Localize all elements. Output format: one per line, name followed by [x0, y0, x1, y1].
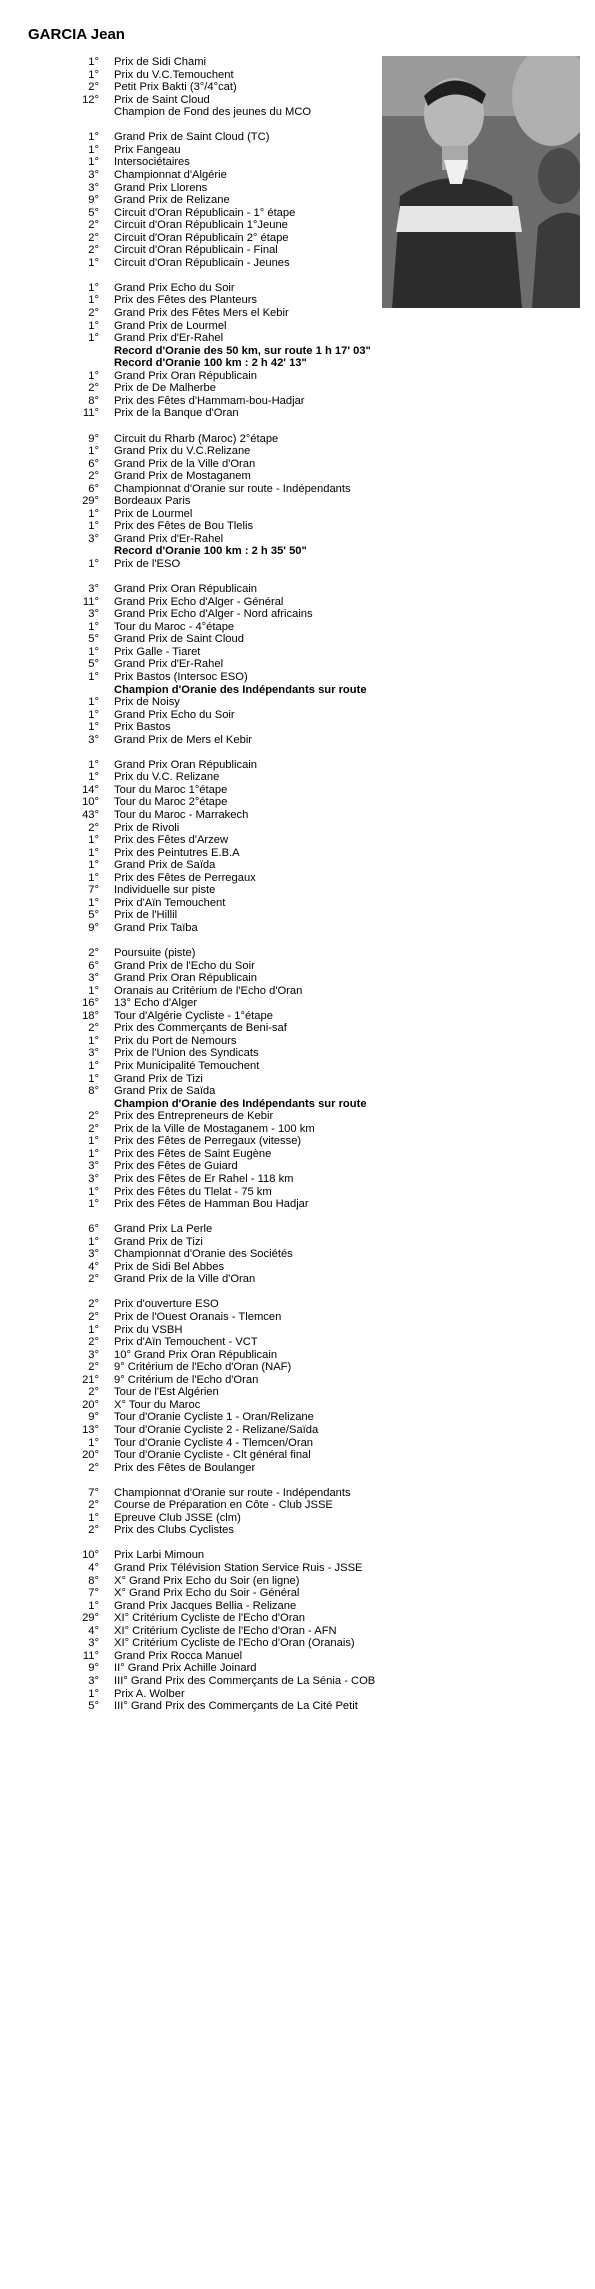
result-event: Championnat d'Algérie [114, 168, 227, 181]
result-place: 1° [88, 319, 99, 332]
page-title: GARCIA Jean [28, 26, 125, 43]
result-place: 18° [82, 1009, 99, 1022]
result-event: Prix du VSBH [114, 1323, 183, 1336]
result-place: 1° [88, 1060, 99, 1072]
result-place: 3° [88, 1348, 99, 1361]
result-event: II° Grand Prix Achille Joinard [114, 1662, 257, 1675]
result-event: Circuit d'Oran Républicain - 1° étape [114, 206, 296, 219]
result-place: 1° [88, 56, 99, 68]
result-place: 1° [88, 721, 99, 734]
result-event: Champion d'Oranie des Indépendants sur route [114, 1097, 367, 1110]
result-event: Prix des Fêtes de Saint Eugène [114, 1147, 272, 1160]
result-event: Grand Prix de Lourmel [114, 319, 227, 332]
result-place: 3° [88, 1160, 99, 1173]
result-event: Prix des Fêtes des Planteurs [114, 294, 258, 307]
result-event: Prix de Sidi Chami [114, 56, 207, 68]
result-place: 1° [88, 846, 99, 859]
result-event: Prix d'Aïn Temouchent [114, 896, 226, 909]
result-event: Prix des Fêtes de Hamman Bou Hadjar [114, 1198, 309, 1211]
result-place: 1° [88, 1235, 99, 1248]
result-place: 14° [82, 783, 99, 796]
result-event: Grand Prix Llorens [114, 181, 208, 194]
result-event: Grand Prix de Tizi [114, 1072, 203, 1085]
result-place: 1° [88, 984, 99, 997]
result-event: Grand Prix Oran Républicain [114, 583, 258, 596]
result-place: 2° [88, 1499, 99, 1512]
result-place: 1° [88, 281, 99, 294]
result-event: Prix de Sidi Bel Abbes [114, 1260, 225, 1273]
result-event: Prix d'Aïn Temouchent - VCT [114, 1336, 258, 1349]
result-event: Record d'Oranie 100 km : 2 h 42' 13" [114, 357, 307, 370]
result-place: 29° [82, 1612, 99, 1625]
result-place: 1° [88, 1198, 99, 1211]
result-place: 11° [82, 407, 99, 420]
result-event: Epreuve Club JSSE (clm) [114, 1511, 241, 1524]
result-place: 1° [88, 520, 99, 533]
rider-photo-image [382, 56, 580, 308]
result-place: 20° [82, 1449, 99, 1462]
result-place: 1° [88, 670, 99, 683]
result-event: Grand Prix des Fêtes Mers el Kebir [114, 307, 289, 319]
result-event: Bordeaux Paris [114, 495, 191, 508]
result-place: 5° [88, 633, 99, 646]
result-place: 1° [88, 1687, 99, 1700]
result-event: Grand Prix de Saïda [114, 859, 216, 872]
result-place: 8° [88, 1574, 99, 1587]
result-event: Championnat d'Oranie sur route - Indépendants [114, 1486, 351, 1499]
result-event: Grand Prix Télévision Station Service Ruis - JSSE [114, 1562, 363, 1574]
result-event: Prix des Fêtes d'Arzew [114, 834, 229, 847]
result-place: 5° [88, 1700, 99, 1713]
result-event: Petit Prix Bakti (3°/4°cat) [114, 81, 237, 94]
result-place: 2° [88, 821, 99, 834]
result-place: 3° [88, 1047, 99, 1060]
result-place: 2° [88, 1122, 99, 1135]
result-event: Grand Prix de Saint Cloud [114, 633, 244, 646]
result-place: 1° [88, 1599, 99, 1612]
result-place: 6° [88, 959, 99, 972]
result-event: Grand Prix Echo du Soir [114, 708, 235, 721]
result-place: 1° [88, 131, 99, 144]
result-event: Prix des Fêtes de Guiard [114, 1160, 238, 1173]
result-place: 10° [82, 1549, 99, 1562]
result-event: Grand Prix de la Ville d'Oran [114, 457, 256, 470]
result-place: 3° [88, 1674, 99, 1687]
result-place: 2° [88, 1110, 99, 1123]
rider-photo [382, 56, 580, 308]
result-place: 1° [88, 294, 99, 307]
result-event: Prix Bastos (Intersoc ESO) [114, 670, 248, 683]
result-event: Record d'Oranie 100 km : 2 h 35' 50" [114, 545, 307, 558]
result-event: Grand Prix de Mostaganem [114, 470, 251, 483]
result-event: Prix des Fêtes du Tlelat - 75 km [114, 1185, 272, 1198]
result-event: Championnat d'Oranie sur route - Indépendants [114, 482, 351, 495]
result-place: 3° [88, 608, 99, 621]
result-place: 3° [88, 168, 99, 181]
result-place: 1° [88, 1323, 99, 1336]
result-event: Tour d'Oranie Cycliste 4 - Tlemcen/Oran [114, 1436, 314, 1449]
result-place: 2° [88, 1386, 99, 1399]
result-event: Prix A. Wolber [114, 1687, 185, 1700]
result-place: 2° [88, 1461, 99, 1474]
result-event: Prix des Fêtes de Perregaux [114, 871, 256, 884]
result-place: 5° [88, 909, 99, 922]
result-event: Circuit d'Oran Républicain 2° étape [114, 231, 289, 244]
result-event: Prix des Fêtes d'Hammam-bou-Hadjar [114, 394, 305, 407]
result-place: 1° [88, 1135, 99, 1148]
result-place: 2° [88, 1022, 99, 1035]
result-event: Championnat d'Oranie des Sociétés [114, 1248, 293, 1261]
result-event: Circuit d'Oran Républicain - Jeunes [114, 256, 290, 269]
result-place: 2° [88, 470, 99, 483]
result-event: Tour du Maroc 2°étape [114, 796, 228, 809]
result-place: 1° [88, 859, 99, 872]
result-place: 1° [88, 256, 99, 269]
result-event: Grand Prix Echo d'Alger - Général [114, 595, 284, 608]
result-place: 2° [88, 1298, 99, 1311]
result-place: 43° [82, 809, 99, 821]
result-event: Grand Prix Oran Républicain [114, 369, 258, 382]
result-event: Prix de l'Union des Syndicats [114, 1047, 259, 1060]
result-event: Prix Galle - Tiaret [114, 645, 201, 658]
result-event: XI° Critérium Cycliste de l'Echo d'Oran [114, 1612, 305, 1625]
result-place: 1° [88, 1034, 99, 1047]
result-event: Prix Municipalité Temouchent [114, 1060, 260, 1072]
result-place: 7° [88, 884, 99, 897]
result-place: 2° [88, 1361, 99, 1374]
result-event: Grand Prix de la Ville d'Oran [114, 1273, 256, 1286]
result-place: 11° [82, 595, 99, 608]
result-place: 21° [82, 1373, 99, 1386]
result-event: Oranais au Critérium de l'Echo d'Oran [114, 984, 303, 997]
result-event: Prix des Commerçants de Beni-saf [114, 1022, 287, 1035]
result-event: Grand Prix La Perle [114, 1223, 213, 1236]
result-event: Tour du Maroc - 4°étape [114, 620, 235, 633]
result-event: Grand Prix de Tizi [114, 1235, 203, 1248]
result-place: 3° [88, 972, 99, 985]
result-event: Prix Fangeau [114, 143, 181, 156]
result-place: 2° [88, 947, 99, 960]
result-place: 9° [88, 1662, 99, 1675]
result-place: 1° [88, 143, 99, 156]
result-event: Grand Prix de l'Echo du Soir [114, 959, 255, 972]
result-event: XI° Critérium Cycliste de l'Echo d'Oran (Oranais) [114, 1637, 355, 1650]
result-event: X° Tour du Maroc [114, 1398, 201, 1411]
result-place: 13° [82, 1423, 99, 1436]
result-event: Prix de Rivoli [114, 821, 180, 834]
result-event: Grand Prix Rocca Manuel [114, 1649, 243, 1662]
result-place: 1° [88, 834, 99, 847]
result-event: X° Grand Prix Echo du Soir - Général [114, 1587, 300, 1600]
result-event: Circuit d'Oran Républicain - Final [114, 244, 278, 257]
result-place: 1° [88, 896, 99, 909]
result-event: Circuit d'Oran Républicain 1°Jeune [114, 219, 288, 232]
result-event: Individuelle sur piste [114, 884, 216, 897]
result-place: 6° [88, 1223, 99, 1236]
result-event: Prix Larbi Mimoun [114, 1549, 205, 1562]
result-event: Prix de la Ville de Mostaganem - 100 km [114, 1122, 315, 1135]
result-event: XI° Critérium Cycliste de l'Echo d'Oran - AFN [114, 1624, 337, 1637]
result-event: Prix des Clubs Cyclistes [114, 1524, 234, 1537]
result-event: Grand Prix de Saint Cloud (TC) [114, 131, 270, 144]
result-event: Prix de Lourmel [114, 507, 193, 520]
result-event: Champion de Fond des jeunes du MCO [114, 106, 312, 119]
result-event: Grand Prix de Relizane [114, 194, 230, 207]
result-event: Prix de De Malherbe [114, 382, 216, 395]
result-place: 4° [88, 1624, 99, 1637]
result-event: 13° Echo d'Alger [114, 997, 198, 1010]
result-event: Grand Prix d'Er-Rahel [114, 532, 224, 545]
result-event: Tour de l'Est Algérien [114, 1386, 219, 1399]
result-event: Intersociétaires [114, 156, 190, 169]
result-event: Tour du Maroc 1°étape [114, 783, 228, 796]
result-place: 2° [88, 1273, 99, 1286]
result-place: 1° [88, 1147, 99, 1160]
result-event: III° Grand Prix des Commerçants de La Cité Petit [114, 1700, 358, 1713]
result-event: Prix de l'Ouest Oranais - Tlemcen [114, 1311, 282, 1323]
result-place: 2° [88, 382, 99, 395]
result-place: 4° [88, 1260, 99, 1273]
result-place: 2° [88, 81, 99, 94]
result-place: 1° [88, 758, 99, 771]
result-place: 1° [88, 445, 99, 458]
result-event: Prix de la Banque d'Oran [114, 407, 239, 420]
result-place: 6° [88, 482, 99, 495]
result-place: 1° [88, 620, 99, 633]
result-place: 1° [88, 369, 99, 382]
result-place: 2° [88, 1336, 99, 1349]
result-place: 3° [88, 1172, 99, 1185]
result-event: Prix des Entrepreneurs de Kebir [114, 1110, 274, 1123]
result-place: 1° [88, 68, 99, 81]
result-event: Tour du Maroc - Marrakech [114, 809, 249, 821]
result-place: 3° [88, 1248, 99, 1261]
result-place: 1° [88, 332, 99, 345]
result-event: Grand Prix Echo du Soir [114, 281, 235, 294]
result-event: Champion d'Oranie des Indépendants sur route [114, 683, 367, 696]
result-event: Tour d'Oranie Cycliste - Clt général final [114, 1449, 311, 1462]
result-place: 3° [88, 583, 99, 596]
result-event: Prix de Noisy [114, 696, 180, 709]
result-place: 1° [88, 708, 99, 721]
result-event: Record d'Oranie des 50 km, sur route 1 h 17' 03" [114, 344, 371, 357]
result-event: Grand Prix de Mers el Kebir [114, 733, 253, 746]
result-event: Grand Prix Oran Républicain [114, 758, 258, 771]
result-place: 29° [82, 495, 99, 508]
result-event: Prix des Fêtes de Er Rahel - 118 km [114, 1172, 294, 1185]
result-place: 5° [88, 658, 99, 671]
result-event: Poursuite (piste) [114, 947, 196, 960]
result-place: 2° [88, 231, 99, 244]
result-place: 1° [88, 156, 99, 169]
result-event: Prix de l'ESO [114, 558, 181, 570]
result-event: Prix du V.C.Temouchent [114, 68, 234, 81]
result-place: 4° [88, 1562, 99, 1574]
result-place: 5° [88, 206, 99, 219]
result-place: 1° [88, 771, 99, 784]
result-place: 3° [88, 733, 99, 746]
result-event: Grand Prix Echo d'Alger - Nord africains [114, 608, 313, 621]
result-place: 1° [88, 1511, 99, 1524]
result-place: 1° [88, 696, 99, 709]
result-event: Prix des Fêtes de Boulanger [114, 1461, 256, 1474]
result-place: 9° [88, 432, 99, 445]
result-event: Prix d'ouverture ESO [114, 1298, 219, 1311]
result-place: 6° [88, 457, 99, 470]
result-event: Prix Bastos [114, 721, 171, 734]
result-place: 3° [88, 532, 99, 545]
result-event: Tour d'Oranie Cycliste 1 - Oran/Relizane [114, 1411, 314, 1424]
result-event: Grand Prix du V.C.Relizane [114, 445, 251, 458]
result-place: 1° [88, 558, 99, 570]
result-event: Prix des Peintutres E.B.A [114, 846, 240, 859]
result-place: 7° [88, 1486, 99, 1499]
result-event: Tour d'Oranie Cycliste 2 - Relizane/Saïda [114, 1423, 319, 1436]
result-place: 9° [88, 1411, 99, 1424]
result-event: Grand Prix de Saïda [114, 1085, 216, 1098]
result-place: 20° [82, 1398, 99, 1411]
result-place: 3° [88, 1637, 99, 1650]
result-place: 2° [88, 219, 99, 232]
result-place: 1° [88, 645, 99, 658]
result-place: 8° [88, 1085, 99, 1098]
result-place: 2° [88, 244, 99, 257]
result-place: 1° [88, 1185, 99, 1198]
result-event: Grand Prix Taïba [114, 921, 198, 934]
result-place: 1° [88, 871, 99, 884]
result-event: Prix du Port de Nemours [114, 1034, 237, 1047]
result-event: Prix de Saint Cloud [114, 93, 210, 106]
result-event: Grand Prix d'Er-Rahel [114, 332, 224, 345]
result-place: 1° [88, 1072, 99, 1085]
result-event: Prix des Fêtes de Bou Tlelis [114, 520, 254, 533]
result-event: Grand Prix Oran Républicain [114, 972, 258, 985]
result-place: 7° [88, 1587, 99, 1600]
result-event: X° Grand Prix Echo du Soir (en ligne) [114, 1574, 300, 1587]
result-place: 10° [82, 796, 99, 809]
result-event: 10° Grand Prix Oran Républicain [114, 1348, 278, 1361]
result-place: 2° [88, 307, 99, 319]
result-place: 16° [82, 997, 99, 1010]
result-event: Grand Prix Jacques Bellia - Relizane [114, 1599, 297, 1612]
result-event: Prix des Fêtes de Perregaux (vitesse) [114, 1135, 302, 1148]
result-place: 9° [88, 921, 99, 934]
result-event: 9° Critérium de l'Echo d'Oran (NAF) [114, 1361, 292, 1374]
result-event: 9° Critérium de l'Echo d'Oran [114, 1373, 259, 1386]
result-place: 11° [82, 1649, 99, 1662]
result-place: 9° [88, 194, 99, 207]
result-event: Prix de l'Hillil [114, 909, 178, 922]
result-event: Course de Préparation en Côte - Club JSSE [114, 1499, 333, 1512]
result-place: 2° [88, 1524, 99, 1537]
result-event: Grand Prix d'Er-Rahel [114, 658, 224, 671]
result-place: 3° [88, 181, 99, 194]
result-place: 8° [88, 394, 99, 407]
result-event: III° Grand Prix des Commerçants de La Sénia - COB [114, 1674, 376, 1687]
result-place: 12° [82, 93, 99, 106]
result-event: Tour d'Algérie Cycliste - 1°étape [114, 1009, 273, 1022]
result-event: Prix du V.C. Relizane [114, 771, 220, 784]
result-event: Circuit du Rharb (Maroc) 2°étape [114, 432, 279, 445]
result-place: 1° [88, 507, 99, 520]
result-place: 2° [88, 1311, 99, 1323]
result-place: 1° [88, 1436, 99, 1449]
